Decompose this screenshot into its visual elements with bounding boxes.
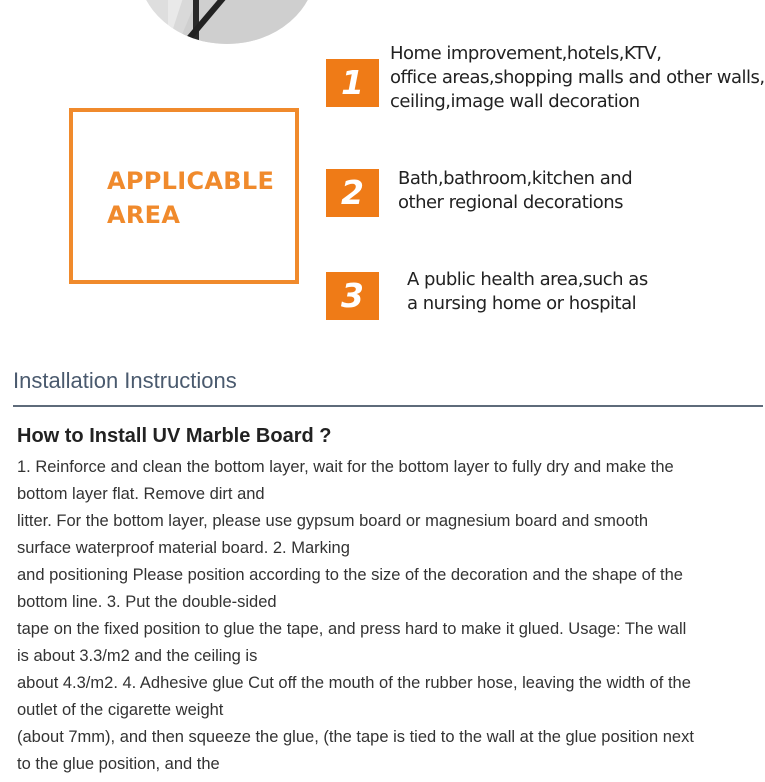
number-badge-3: 3: [326, 272, 379, 320]
area-item-2-line1: Bath,bathroom,kitchen and: [398, 168, 633, 189]
applicable-area-box: [69, 108, 299, 284]
area-title-line1: APPLICABLE: [107, 167, 275, 195]
instruction-line: 1. Reinforce and clean the bottom layer, wait for the bottom layer to fully dry and make the: [17, 458, 674, 476]
instruction-line: litter. For the bottom layer, please use gypsum board or magnesium board and smooth: [17, 512, 649, 530]
instructions-body: [17, 454, 763, 778]
area-item-1-line2: office areas,shopping malls and other walls,: [390, 67, 765, 88]
instruction-line: bottom layer flat. Remove dirt and: [17, 485, 265, 503]
area-item-1-text: [390, 42, 765, 114]
applicable-area-title: [107, 164, 287, 232]
section-divider: [13, 405, 763, 407]
area-item-3-text: [407, 268, 648, 316]
area-item-3-line2: a nursing home or hospital: [407, 293, 637, 314]
number-badge-2: 2: [326, 169, 379, 217]
instruction-line: is about 3.3/m2 and the ceiling is: [17, 647, 258, 665]
area-item-3-line1: A public health area,such as: [407, 269, 648, 290]
area-item-1-line1: Home improvement,hotels,KTV,: [390, 43, 662, 64]
area-item-2-line2: other regional decorations: [398, 192, 624, 213]
area-title-line2: AREA: [107, 201, 181, 229]
instruction-line: about 4.3/m2. 4. Adhesive glue Cut off the mouth of the rubber hose, leaving the width of the: [17, 674, 691, 692]
instruction-line: (about 7mm), and then squeeze the glue, (the tape is tied to the wall at the glue position next: [17, 728, 694, 746]
applicable-area-banner: [0, 0, 765, 345]
instruction-line: to the glue position, and the: [17, 755, 220, 773]
section-title: Installation Instructions: [13, 368, 237, 393]
instruction-line: outlet of the cigarette weight: [17, 701, 224, 719]
instruction-line: surface waterproof material board. 2. Marking: [17, 539, 350, 557]
area-item-2-text: [398, 167, 632, 215]
instruction-line: tape on the fixed position to glue the tape, and press hard to make it glued. Usage: The wall: [17, 620, 687, 638]
instruction-line: and positioning Please position according to the size of the decoration and the shape of the: [17, 566, 683, 584]
how-to-install-heading: How to Install UV Marble Board ?: [17, 425, 332, 447]
interior-photo: [138, 0, 316, 44]
area-item-1-line3: ceiling,image wall decoration: [390, 91, 640, 112]
instruction-line: bottom line. 3. Put the double-sided: [17, 593, 277, 611]
number-badge-1: 1: [326, 59, 379, 107]
